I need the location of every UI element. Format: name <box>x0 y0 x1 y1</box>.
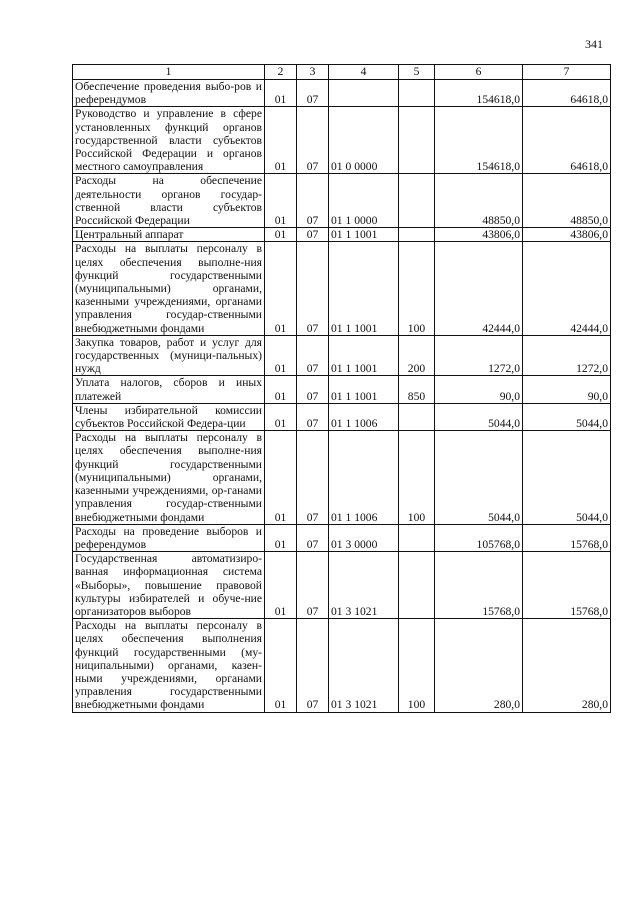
target-article-cell: 01 0 0000 <box>329 107 399 174</box>
target-article-cell: 01 1 1001 <box>329 376 399 403</box>
table-row <box>73 107 611 174</box>
table-row <box>73 228 611 242</box>
subsection-code-cell: 07 <box>297 376 329 403</box>
section-code-cell: 01 <box>265 376 297 403</box>
subsection-code-cell: 07 <box>297 228 329 242</box>
table-header-row <box>73 65 611 80</box>
amount-col7-cell: 64618,0 <box>523 80 611 107</box>
expense-name-cell: Обеспечение проведения выбо-ров и референдумов <box>73 80 265 107</box>
target-article-cell: 01 3 1021 <box>329 619 399 712</box>
header-col-6: 6 <box>435 65 523 80</box>
target-article-cell: 01 1 1001 <box>329 335 399 376</box>
amount-col6-cell: 90,0 <box>435 376 523 403</box>
target-article-cell: 01 1 1001 <box>329 228 399 242</box>
amount-col7-cell: 43806,0 <box>523 228 611 242</box>
expense-name-cell: Закупка товаров, работ и услуг для государственных (муници-пальных) нужд <box>73 335 265 376</box>
subsection-code-cell: 07 <box>297 431 329 524</box>
section-code-cell: 01 <box>265 619 297 712</box>
expense-name-cell: Руководство и управление в сфере установленных функций органов государственной власти субъектов Российской Федерации и органов местного самоуправления <box>73 107 265 174</box>
target-article-cell: 01 3 1021 <box>329 552 399 619</box>
subsection-code-cell: 07 <box>297 174 329 228</box>
amount-col6-cell: 42444,0 <box>435 242 523 335</box>
section-code-cell: 01 <box>265 524 297 551</box>
target-article-cell: 01 1 0000 <box>329 174 399 228</box>
expense-name-cell: Государственная автоматизиро-ванная информационная система «Выборы», повышение правовой культуры избирателей и обуче-ние организаторов выборов <box>73 552 265 619</box>
amount-col7-cell: 42444,0 <box>523 242 611 335</box>
header-col-5: 5 <box>399 65 435 80</box>
amount-col7-cell: 280,0 <box>523 619 611 712</box>
expense-type-cell <box>399 403 435 430</box>
table-body <box>73 80 611 713</box>
expense-name-cell: Центральный аппарат <box>73 228 265 242</box>
subsection-code-cell: 07 <box>297 403 329 430</box>
expense-type-cell <box>399 174 435 228</box>
target-article-cell: 01 1 1001 <box>329 242 399 335</box>
table-row <box>73 80 611 107</box>
amount-col6-cell: 43806,0 <box>435 228 523 242</box>
expense-name-cell: Расходы на обеспечение деятельности органов государ-ственной власти субъектов Российской Федерации <box>73 174 265 228</box>
expense-type-cell: 100 <box>399 619 435 712</box>
amount-col7-cell: 90,0 <box>523 376 611 403</box>
expense-type-cell: 100 <box>399 431 435 524</box>
amount-col6-cell: 48850,0 <box>435 174 523 228</box>
section-code-cell: 01 <box>265 403 297 430</box>
amount-col7-cell: 1272,0 <box>523 335 611 376</box>
expense-name-cell: Расходы на выплаты персоналу в целях обеспечения выполне-ния функций государственными (муниципальными) органами, казенными учреждениями, ор-ганами управления государ-ственными внебюджетными фондами <box>73 431 265 524</box>
section-code-cell: 01 <box>265 242 297 335</box>
expense-type-cell <box>399 80 435 107</box>
subsection-code-cell: 07 <box>297 524 329 551</box>
amount-col6-cell: 5044,0 <box>435 431 523 524</box>
table-row <box>73 552 611 619</box>
expense-type-cell <box>399 552 435 619</box>
expense-type-cell: 200 <box>399 335 435 376</box>
expense-type-cell <box>399 107 435 174</box>
section-code-cell: 01 <box>265 431 297 524</box>
expense-name-cell: Расходы на выплаты персоналу в целях обеспечения выполнения функций государственными (му-ниципальными) органами, казен-ными учреждениями, органами управления государственными внебюджетными фондами <box>73 619 265 712</box>
table-row <box>73 524 611 551</box>
amount-col6-cell: 1272,0 <box>435 335 523 376</box>
table-row <box>73 619 611 712</box>
header-col-3: 3 <box>297 65 329 80</box>
table-row <box>73 335 611 376</box>
amount-col6-cell: 105768,0 <box>435 524 523 551</box>
expense-name-cell: Члены избирательной комиссии субъектов Российской Федера-ции <box>73 403 265 430</box>
table-row <box>73 174 611 228</box>
expense-type-cell: 850 <box>399 376 435 403</box>
subsection-code-cell: 07 <box>297 242 329 335</box>
target-article-cell: 01 3 0000 <box>329 524 399 551</box>
section-code-cell: 01 <box>265 228 297 242</box>
expense-type-cell <box>399 524 435 551</box>
expense-name-cell: Уплата налогов, сборов и иных платежей <box>73 376 265 403</box>
header-col-4: 4 <box>329 65 399 80</box>
amount-col6-cell: 15768,0 <box>435 552 523 619</box>
target-article-cell <box>329 80 399 107</box>
expense-type-cell <box>399 228 435 242</box>
expense-name-cell: Расходы на выплаты персоналу в целях обеспечения выполне-ния функций государственными (муниципальными) органами, казенными учреждениями, органами управления государ-ственными внебюджетными фондами <box>73 242 265 335</box>
target-article-cell: 01 1 1006 <box>329 431 399 524</box>
expense-name-cell: Расходы на проведение выборов и референдумов <box>73 524 265 551</box>
target-article-cell: 01 1 1006 <box>329 403 399 430</box>
subsection-code-cell: 07 <box>297 80 329 107</box>
amount-col6-cell: 280,0 <box>435 619 523 712</box>
section-code-cell: 01 <box>265 335 297 376</box>
table-row <box>73 431 611 524</box>
subsection-code-cell: 07 <box>297 619 329 712</box>
amount-col6-cell: 154618,0 <box>435 107 523 174</box>
table-row <box>73 376 611 403</box>
header-col-7: 7 <box>523 65 611 80</box>
section-code-cell: 01 <box>265 552 297 619</box>
amount-col7-cell: 64618,0 <box>523 107 611 174</box>
subsection-code-cell: 07 <box>297 335 329 376</box>
amount-col6-cell: 154618,0 <box>435 80 523 107</box>
section-code-cell: 01 <box>265 80 297 107</box>
section-code-cell: 01 <box>265 107 297 174</box>
subsection-code-cell: 07 <box>297 107 329 174</box>
budget-table <box>72 64 611 713</box>
amount-col6-cell: 5044,0 <box>435 403 523 430</box>
amount-col7-cell: 15768,0 <box>523 524 611 551</box>
header-col-1: 1 <box>73 65 265 80</box>
table-row <box>73 403 611 430</box>
amount-col7-cell: 5044,0 <box>523 403 611 430</box>
table-row <box>73 242 611 335</box>
amount-col7-cell: 48850,0 <box>523 174 611 228</box>
expense-type-cell: 100 <box>399 242 435 335</box>
section-code-cell: 01 <box>265 174 297 228</box>
header-col-2: 2 <box>265 65 297 80</box>
subsection-code-cell: 07 <box>297 552 329 619</box>
page-number: 341 <box>585 37 603 51</box>
amount-col7-cell: 15768,0 <box>523 552 611 619</box>
amount-col7-cell: 5044,0 <box>523 431 611 524</box>
